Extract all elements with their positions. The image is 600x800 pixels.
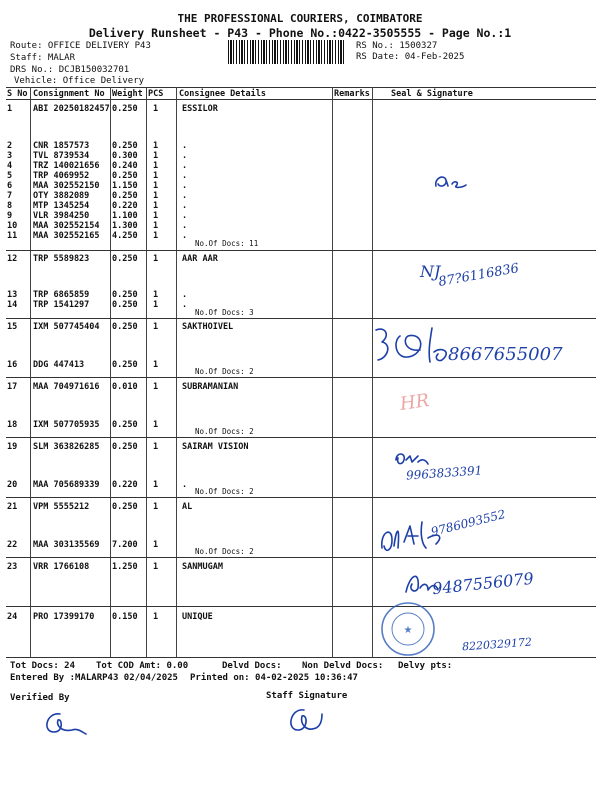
row-9-consignee: . <box>182 211 188 221</box>
row-20-pcs: 1 <box>153 480 159 490</box>
verified-by-label: Verified By <box>10 693 70 703</box>
row-7-wt: 0.250 <box>112 191 138 201</box>
row-4-wt: 0.240 <box>112 161 138 171</box>
row-24-pcs: 1 <box>153 612 159 622</box>
row-11-sno: 11 <box>7 231 18 241</box>
row-22-pcs: 1 <box>153 540 159 550</box>
group-rule <box>6 557 596 558</box>
row-7-cn: OTY 3882089 <box>33 191 90 201</box>
row-12-sno: 12 <box>7 254 18 264</box>
row-5-pcs: 1 <box>153 171 159 181</box>
row-9-wt: 1.100 <box>112 211 138 221</box>
row-16-cn: DDG 447413 <box>33 360 85 370</box>
column-divider <box>110 87 111 657</box>
row-6-sno: 6 <box>7 181 13 191</box>
row-1-consignee: ESSILOR <box>182 104 218 114</box>
company-name: THE PROFESSIONAL COURIERS, COIMBATORE <box>177 12 423 25</box>
row-1-sno: 1 <box>7 104 13 114</box>
row-16-pcs: 1 <box>153 360 159 370</box>
row-19-wt: 0.250 <box>112 442 138 452</box>
table-top-rule <box>6 87 596 88</box>
column-divider <box>176 87 177 657</box>
row-13-consignee: . <box>182 290 188 300</box>
delivery-points: Delvy pts: <box>398 661 453 671</box>
rs-date: RS Date: 04-Feb-2025 <box>356 52 465 62</box>
row-4-consignee: . <box>182 161 188 171</box>
row-21-wt: 0.250 <box>112 502 138 512</box>
row-1-cn: ABI 20250182457 <box>33 104 110 114</box>
row-11-wt: 4.250 <box>112 231 138 241</box>
row-8-pcs: 1 <box>153 201 159 211</box>
group-doc-count: No.Of Docs: 3 <box>195 308 254 317</box>
row-3-consignee: . <box>182 151 188 161</box>
row-22-sno: 22 <box>7 540 18 550</box>
row-8-consignee: . <box>182 201 188 211</box>
row-18-pcs: 1 <box>153 420 159 430</box>
row-17-wt: 0.010 <box>112 382 138 392</box>
handwritten-phone: 8667655007 <box>448 344 563 365</box>
row-6-consignee: . <box>182 181 188 191</box>
handwritten-phone: 9786093552 <box>429 506 507 540</box>
row-23-pcs: 1 <box>153 562 159 572</box>
row-10-wt: 1.300 <box>112 221 138 231</box>
row-5-cn: TRP 4069952 <box>33 171 90 181</box>
row-11-pcs: 1 <box>153 231 159 241</box>
row-13-cn: TRP 6865859 <box>33 290 90 300</box>
row-21-pcs: 1 <box>153 502 159 512</box>
printed-on: Printed on: 04-02-2025 10:36:47 <box>190 673 358 683</box>
total-cod-amount: Tot COD Amt: 0.00 <box>96 661 189 671</box>
row-15-pcs: 1 <box>153 322 159 332</box>
row-5-consignee: . <box>182 171 188 181</box>
row-23-wt: 1.250 <box>112 562 138 572</box>
row-11-consignee: . <box>182 231 188 241</box>
row-10-cn: MAA 302552154 <box>33 221 100 231</box>
row-12-cn: TRP 5589823 <box>33 254 90 264</box>
row-19-consignee: SAIRAM VISION <box>182 442 249 452</box>
group-rule <box>6 606 596 607</box>
row-2-sno: 2 <box>7 141 13 151</box>
group-rule <box>6 437 596 438</box>
row-13-pcs: 1 <box>153 290 159 300</box>
row-2-consignee: . <box>182 141 188 151</box>
group-rule <box>6 497 596 498</box>
group-doc-count: No.Of Docs: 2 <box>195 367 254 376</box>
column-divider <box>332 87 333 657</box>
col-header-seal: Seal & Signature <box>391 89 473 99</box>
row-1-wt: 0.250 <box>112 104 138 114</box>
row-15-cn: IXM 507745404 <box>33 322 100 332</box>
group-doc-count: No.Of Docs: 2 <box>195 487 254 496</box>
non-delivered-docs: Non Delvd Docs: <box>302 661 384 671</box>
handwritten-initials: HR <box>398 390 431 415</box>
group-rule <box>6 250 596 251</box>
row-4-sno: 4 <box>7 161 13 171</box>
barcode-graphic <box>228 40 346 64</box>
row-24-consignee: UNIQUE <box>182 612 213 622</box>
col-header-sno: S No <box>7 89 28 99</box>
row-24-sno: 24 <box>7 612 18 622</box>
row-21-cn: VPM 5555212 <box>33 502 90 512</box>
row-23-cn: VRR 1766108 <box>33 562 90 572</box>
entered-by: Entered By :MALARP43 02/04/2025 <box>10 673 178 683</box>
row-9-sno: 9 <box>7 211 13 221</box>
row-3-sno: 3 <box>7 151 13 161</box>
staff-signature <box>286 704 326 736</box>
row-12-wt: 0.250 <box>112 254 138 264</box>
header-bottom-rule <box>6 99 596 100</box>
route-label: Route: OFFICE DELIVERY P43 <box>10 41 151 51</box>
row-8-wt: 0.220 <box>112 201 138 211</box>
row-15-wt: 0.250 <box>112 322 138 332</box>
row-7-pcs: 1 <box>153 191 159 201</box>
handwritten-phone: 9487556079 <box>431 568 535 599</box>
row-18-wt: 0.250 <box>112 420 138 430</box>
group-doc-count: No.Of Docs: 2 <box>195 547 254 556</box>
total-docs: Tot Docs: 24 <box>10 661 76 671</box>
row-13-sno: 13 <box>7 290 18 300</box>
row-3-pcs: 1 <box>153 151 159 161</box>
handwritten-phone: 87?6116836 <box>437 261 521 290</box>
row-17-consignee: SUBRAMANIAN <box>182 382 239 392</box>
row-10-pcs: 1 <box>153 221 159 231</box>
verifier-signature <box>40 708 88 738</box>
svg-text:★: ★ <box>403 625 413 636</box>
column-divider <box>30 87 31 657</box>
row-16-sno: 16 <box>7 360 18 370</box>
row-21-consignee: AL <box>182 502 193 512</box>
row-1-pcs: 1 <box>153 104 159 114</box>
staff-label: Staff: MALAR <box>10 53 76 63</box>
row-12-consignee: AAR AAR <box>182 254 218 264</box>
signature-scribble <box>432 172 472 192</box>
row-19-sno: 19 <box>7 442 18 452</box>
row-18-sno: 18 <box>7 420 18 430</box>
row-21-sno: 21 <box>7 502 18 512</box>
row-6-pcs: 1 <box>153 181 159 191</box>
row-24-cn: PRO 17399170 <box>33 612 95 622</box>
row-4-pcs: 1 <box>153 161 159 171</box>
vehicle-label: Vehicle: Office Delivery <box>14 76 145 86</box>
row-10-consignee: . <box>182 221 188 231</box>
row-7-sno: 7 <box>7 191 13 201</box>
row-17-pcs: 1 <box>153 382 159 392</box>
col-header-consignee: Consignee Details <box>179 89 266 99</box>
runsheet-title: Delivery Runsheet - P43 - Phone No.:0422-3505555 - Page No.:1 <box>88 26 512 40</box>
row-22-wt: 7.200 <box>112 540 138 550</box>
row-8-cn: MTP 1345254 <box>33 201 90 211</box>
row-6-wt: 1.150 <box>112 181 138 191</box>
drs-number: DRS No.: DCJB150032701 <box>10 65 130 75</box>
row-6-cn: MAA 302552150 <box>33 181 100 191</box>
row-20-sno: 20 <box>7 480 18 490</box>
row-14-pcs: 1 <box>153 300 159 310</box>
group-rule <box>6 377 596 378</box>
row-16-wt: 0.250 <box>112 360 138 370</box>
row-15-sno: 15 <box>7 322 18 332</box>
group-doc-count: No.Of Docs: 2 <box>195 427 254 436</box>
row-13-wt: 0.250 <box>112 290 138 300</box>
col-header-consignment: Consignment No <box>33 89 105 99</box>
row-18-cn: IXM 507705935 <box>33 420 100 430</box>
row-14-cn: TRP 1541297 <box>33 300 90 310</box>
column-divider <box>146 87 147 657</box>
rs-number: RS No.: 1500327 <box>356 41 438 51</box>
row-14-consignee: . <box>182 300 188 310</box>
row-3-wt: 0.300 <box>112 151 138 161</box>
row-20-consignee: . <box>182 480 188 490</box>
row-17-cn: MAA 704971616 <box>33 382 100 392</box>
group-doc-count: No.Of Docs: 11 <box>195 239 259 248</box>
row-19-cn: SLM 363826285 <box>33 442 100 452</box>
row-22-cn: MAA 303135569 <box>33 540 100 550</box>
row-24-wt: 0.150 <box>112 612 138 622</box>
group-rule <box>6 318 596 319</box>
row-9-cn: VLR 3984250 <box>33 211 90 221</box>
handwritten-phone: 9963833391 <box>405 463 483 483</box>
row-2-pcs: 1 <box>153 141 159 151</box>
col-header-remarks: Remarks <box>334 89 370 99</box>
row-3-cn: TVL 8739534 <box>33 151 90 161</box>
row-14-wt: 0.250 <box>112 300 138 310</box>
row-9-pcs: 1 <box>153 211 159 221</box>
col-header-pcs: PCS <box>148 89 164 99</box>
row-7-consignee: . <box>182 191 188 201</box>
row-10-sno: 10 <box>7 221 18 231</box>
row-14-sno: 14 <box>7 300 18 310</box>
row-12-pcs: 1 <box>153 254 159 264</box>
row-19-pcs: 1 <box>153 442 159 452</box>
row-23-consignee: SANMUGAM <box>182 562 223 572</box>
row-4-cn: TRZ 140021656 <box>33 161 100 171</box>
signature-scribble: NJ <box>420 262 441 281</box>
column-divider <box>372 87 373 657</box>
row-23-sno: 23 <box>7 562 18 572</box>
row-2-wt: 0.250 <box>112 141 138 151</box>
row-2-cn: CNR 1857573 <box>33 141 90 151</box>
staff-signature-label: Staff Signature <box>266 691 348 701</box>
row-20-cn: MAA 705689339 <box>33 480 100 490</box>
col-header-weight: Weight <box>112 89 143 99</box>
row-5-wt: 0.250 <box>112 171 138 181</box>
row-11-cn: MAA 302552165 <box>33 231 100 241</box>
row-17-sno: 17 <box>7 382 18 392</box>
row-8-sno: 8 <box>7 201 13 211</box>
delivered-docs: Delvd Docs: <box>222 661 282 671</box>
row-20-wt: 0.220 <box>112 480 138 490</box>
company-stamp <box>378 600 438 658</box>
handwritten-phone: 8220329172 <box>461 635 533 654</box>
row-15-consignee: SAKTHOIVEL <box>182 322 234 332</box>
table-bottom-rule <box>6 657 596 658</box>
row-5-sno: 5 <box>7 171 13 181</box>
